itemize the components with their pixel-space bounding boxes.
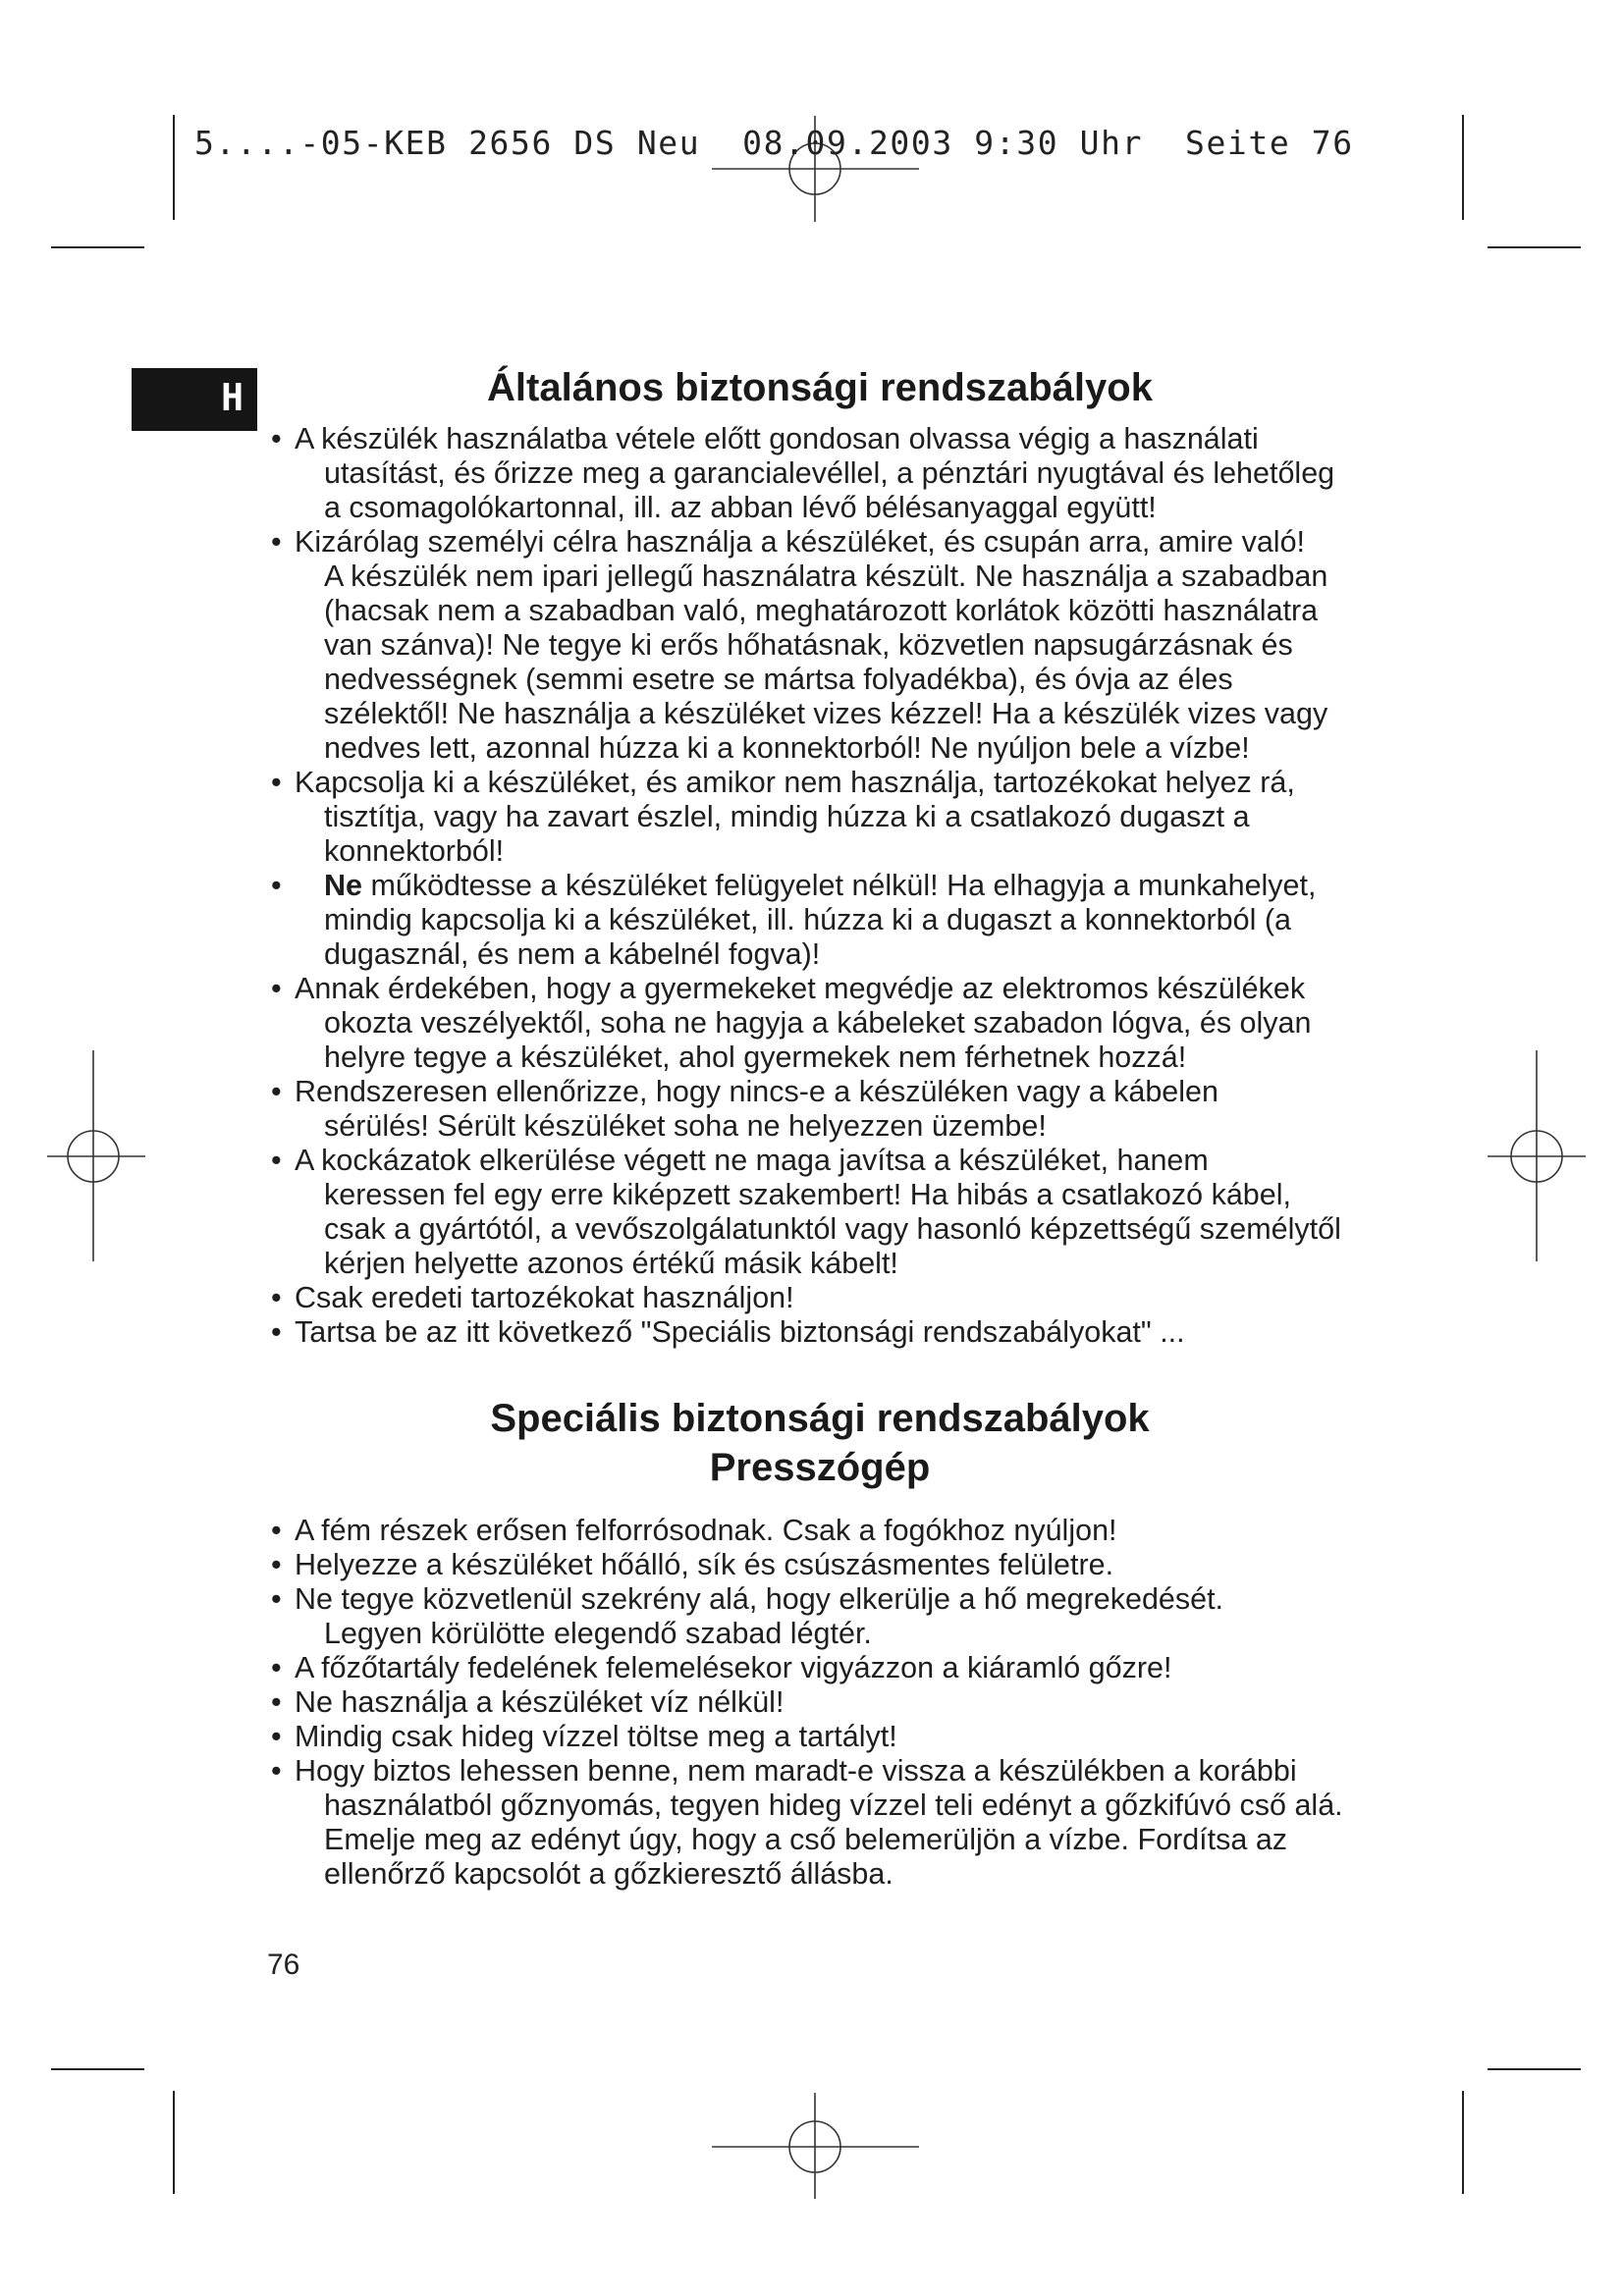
print-slug: 5....-05-KEB 2656 DS Neu 08.09.2003 9:30 Uhr Seite 76 xyxy=(194,124,1354,162)
list-item: • Mindig csak hideg vízzel töltse meg a tartályt! xyxy=(271,1720,897,1753)
list-item: • Tartsa be az itt következő "Speciális biztonsági rendszabályokat" ... xyxy=(271,1315,1185,1349)
list-item-cont: csak a gyártótól, a vevőszolgálatunktól vagy hasonló képzettségű személytől xyxy=(324,1212,1341,1246)
list-item: • Kapcsolja ki a készüléket, és amikor nem használja, tartozékokat helyez rá, xyxy=(271,766,1295,799)
list-item: • Ne használja a készüléket víz nélkül! xyxy=(271,1685,785,1719)
list-item-cont: keressen fel egy erre kiképzett szakembert! Ha hibás a csatlakozó kábel, xyxy=(324,1178,1291,1211)
list-item: • A főzőtartály fedelének felemelésekor vigyázzon a kiáramló gőzre! xyxy=(271,1651,1172,1684)
list-item: • Helyezze a készüléket hőálló, sík és csúszásmentes felületre. xyxy=(271,1548,1114,1581)
list-item-cont: helyre tegye a készüléket, ahol gyermekek nem férhetnek hozzá! xyxy=(324,1041,1187,1074)
list-item-cont: konnektorból! xyxy=(324,834,505,868)
section-title-special: Speciális biztonsági rendszabályok xyxy=(490,1397,1150,1440)
section-subtitle-espresso: Presszógép xyxy=(709,1446,931,1489)
list-item: • Rendszeresen ellenőrizze, hogy nincs-e a készüléken vagy a kábelen xyxy=(271,1075,1218,1108)
list-item-cont: nedves lett, azonnal húzza ki a konnektorból! Ne nyúljon bele a vízbe! xyxy=(324,731,1250,765)
page-number: 76 xyxy=(267,1949,300,1981)
list-item: • A kockázatok elkerülése végett ne maga javítsa a készüléket, hanem xyxy=(271,1144,1209,1177)
list-item-cont: van szánva)! Ne tegye ki erős hőhatásnak, közvetlen napsugárzásnak és xyxy=(324,628,1293,662)
list-item: • Csak eredeti tartozékokat használjon! xyxy=(271,1281,794,1314)
special-safety-section xyxy=(265,1394,1375,1892)
list-item-cont: dugasznál, és nem a kábelnél fogva)! xyxy=(324,937,821,971)
list-item-cont: Legyen körülötte elegendő szabad légtér. xyxy=(324,1617,872,1650)
list-item-cont: használatból gőznyomás, tegyen hideg vízzel teli edényt a gőzkifúvó cső alá. xyxy=(324,1789,1343,1822)
language-tab-label: H xyxy=(221,376,244,419)
section-title-general: Általános biztonsági rendszabályok xyxy=(487,366,1153,409)
list-item-cont: sérülés! Sérült készüléket soha ne helyezzen üzembe! xyxy=(324,1109,1047,1143)
list-item: • Kizárólag személyi célra használja a készüléket, és csupán arra, amire való! xyxy=(271,525,1306,559)
list-item-cont: szélektől! Ne használja a készüléket vizes kézzel! Ha a készülék vizes vagy xyxy=(324,697,1328,730)
list-item: • A készülék használatba vétele előtt gondosan olvassa végig a használati xyxy=(271,422,1259,455)
language-tab xyxy=(132,368,257,431)
list-item-cont: utasítást, és őrizze meg a garancialevéllel, a pénztári nyugtával és lehetőleg xyxy=(324,456,1335,490)
list-item-cont: Emelje meg az edényt úgy, hogy a cső belemerüljön a vízbe. Fordítsa az xyxy=(324,1823,1288,1856)
list-item-cont: A készülék nem ipari jellegű használatra készült. Ne használja a szabadban xyxy=(324,560,1328,593)
list-item: • A fém részek erősen felforrósodnak. Csak a fogókhoz nyúljon! xyxy=(271,1514,1117,1547)
list-item-cont: mindig kapcsolja ki a készüléket, ill. húzza ki a dugaszt a konnektorból (a xyxy=(324,903,1291,936)
list-item: • Ne tegye közvetlenül szekrény alá, hogy elkerülje a hő megrekedését. xyxy=(271,1582,1224,1616)
list-item-cont: ellenőrző kapcsolót a gőzkieresztő állásba. xyxy=(324,1857,893,1891)
registration-target-left xyxy=(47,1050,145,1261)
list-item-cont: a csomagolókartonnal, ill. az abban lévő bélésanyaggal együtt! xyxy=(324,491,1157,524)
list-item-cont: okozta veszélyektől, soha ne hagyja a kábeleket szabadon lógva, és olyan xyxy=(324,1006,1312,1040)
registration-target-right xyxy=(1488,1050,1586,1261)
general-safety-section xyxy=(265,363,1375,1350)
special-safety-list xyxy=(265,1514,1375,1892)
general-safety-list xyxy=(265,422,1375,1350)
list-item-cont: (hacsak nem a szabadban való, meghatározott korlátok közötti használatra xyxy=(324,594,1319,627)
registration-target-bottom xyxy=(712,2093,919,2199)
list-item: • Hogy biztos lehessen benne, nem maradt-e vissza a készülékben a korábbi xyxy=(271,1754,1297,1788)
list-item-cont: kérjen helyette azonos értékű másik kábelt! xyxy=(324,1247,898,1280)
list-item-cont: tisztítja, vagy ha zavart észlel, mindig húzza ki a csatlakozó dugaszt a xyxy=(324,800,1250,833)
list-item: • Ne működtesse a készüléket felügyelet nélkül! Ha elhagyja a munkahelyet, xyxy=(271,869,1317,902)
list-item: • Annak érdekében, hogy a gyermekeket megvédje az elektromos készülékek xyxy=(271,972,1306,1005)
list-item-cont: nedvességnek (semmi esetre se mártsa folyadékba), és óvja az éles xyxy=(324,663,1233,696)
